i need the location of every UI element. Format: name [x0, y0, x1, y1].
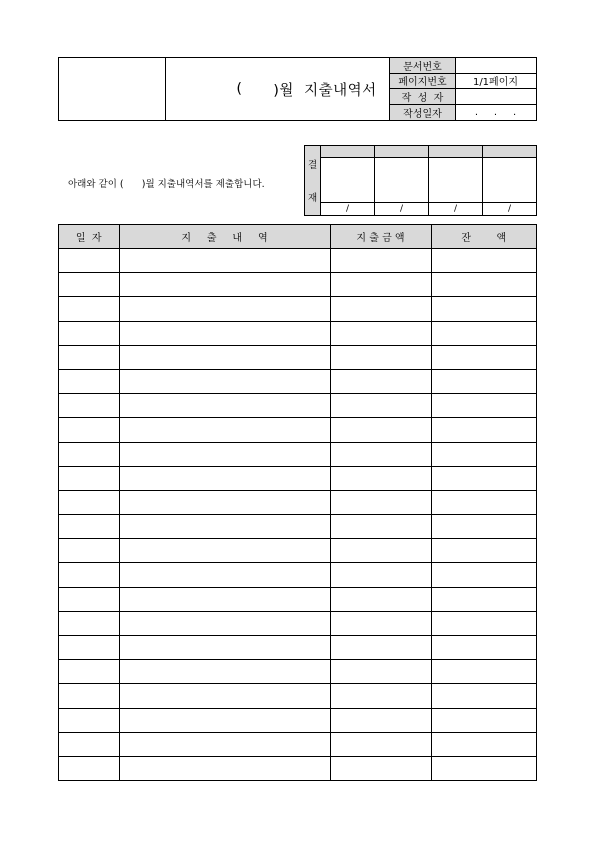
description-cell[interactable]: [119, 490, 330, 514]
approval-label-char: 재: [308, 193, 318, 204]
amount-cell[interactable]: [330, 708, 431, 732]
title-open-paren: (: [236, 81, 243, 97]
date-cell[interactable]: [59, 442, 119, 466]
description-cell[interactable]: [119, 418, 330, 442]
header-balance: 잔 액: [431, 225, 536, 249]
amount-cell[interactable]: [330, 394, 431, 418]
info-value: [456, 58, 535, 73]
balance-cell[interactable]: [431, 321, 536, 345]
balance-cell[interactable]: [431, 442, 536, 466]
table-row: [59, 442, 536, 466]
title-text: )월 지출내역서: [242, 82, 377, 99]
info-row-author: [390, 89, 537, 105]
amount-cell[interactable]: [330, 539, 431, 563]
date-cell[interactable]: [59, 321, 119, 345]
date-cell[interactable]: [59, 466, 119, 490]
approval-label-char: 결: [308, 160, 318, 171]
table-row: [59, 321, 536, 345]
description-cell[interactable]: [119, 563, 330, 587]
amount-cell[interactable]: [330, 563, 431, 587]
header-amount: 지 출 금 액: [330, 225, 431, 249]
amount-cell[interactable]: [330, 321, 431, 345]
balance-cell[interactable]: [431, 490, 536, 514]
date-cell[interactable]: [59, 732, 119, 756]
amount-cell[interactable]: [330, 273, 431, 297]
balance-cell[interactable]: [431, 418, 536, 442]
description-cell[interactable]: [119, 732, 330, 756]
info-label: 문서번호: [390, 58, 456, 73]
balance-cell[interactable]: [431, 249, 536, 273]
approval-date-slot: /: [483, 202, 536, 215]
description-cell[interactable]: [119, 660, 330, 684]
table-row: [59, 587, 536, 611]
balance-cell[interactable]: [431, 369, 536, 393]
balance-cell[interactable]: [431, 297, 536, 321]
amount-cell[interactable]: [330, 587, 431, 611]
amount-cell[interactable]: [330, 345, 431, 369]
amount-cell[interactable]: [330, 756, 431, 780]
description-cell[interactable]: [119, 345, 330, 369]
approval-date-slot: /: [429, 202, 482, 215]
document-info-table: [389, 58, 536, 120]
table-row: [59, 636, 536, 660]
table-row: [59, 611, 536, 635]
date-cell[interactable]: [59, 345, 119, 369]
info-value: . . .: [474, 106, 517, 118]
description-cell[interactable]: [119, 515, 330, 539]
info-label: 페이지번호: [390, 74, 456, 89]
approval-signature-cell: [483, 146, 536, 215]
date-cell[interactable]: [59, 490, 119, 514]
header-description: 지 출 내 역: [119, 225, 330, 249]
table-row: [59, 756, 536, 780]
approval-date-slot: /: [375, 202, 428, 215]
info-label: 작 성 자: [390, 89, 456, 104]
approval-title-slot: [375, 146, 428, 158]
amount-cell[interactable]: [330, 249, 431, 273]
balance-cell[interactable]: [431, 515, 536, 539]
table-row: [59, 490, 536, 514]
date-cell[interactable]: [59, 273, 119, 297]
table-row: [59, 273, 536, 297]
table-row: [59, 297, 536, 321]
table-row: [59, 515, 536, 539]
table-row: [59, 418, 536, 442]
balance-cell[interactable]: [431, 394, 536, 418]
approval-date-slot: /: [321, 202, 374, 215]
date-cell[interactable]: [59, 587, 119, 611]
balance-cell[interactable]: [431, 273, 536, 297]
balance-cell[interactable]: [431, 466, 536, 490]
table-row: [59, 660, 536, 684]
balance-cell[interactable]: [431, 587, 536, 611]
table-row: [59, 708, 536, 732]
description-cell[interactable]: [119, 756, 330, 780]
date-cell[interactable]: [59, 539, 119, 563]
info-row-page-number: [390, 74, 537, 90]
approval-label: [305, 146, 321, 215]
description-cell[interactable]: [119, 636, 330, 660]
header-date: 일 자: [59, 225, 119, 249]
amount-cell[interactable]: [330, 297, 431, 321]
approval-columns: [321, 146, 536, 215]
amount-cell[interactable]: [330, 466, 431, 490]
date-cell[interactable]: [59, 611, 119, 635]
table-row: [59, 539, 536, 563]
balance-cell[interactable]: [431, 660, 536, 684]
ledger-body: [59, 249, 536, 781]
table-row: [59, 732, 536, 756]
date-cell[interactable]: [59, 708, 119, 732]
table-row: [59, 369, 536, 393]
table-row: [59, 466, 536, 490]
description-cell[interactable]: [119, 273, 330, 297]
description-cell[interactable]: [119, 587, 330, 611]
balance-cell[interactable]: [431, 563, 536, 587]
balance-cell[interactable]: [431, 756, 536, 780]
approval-signature-cell: [429, 146, 483, 215]
info-row-date: [390, 105, 537, 121]
description-cell[interactable]: [119, 611, 330, 635]
date-cell[interactable]: [59, 660, 119, 684]
balance-cell[interactable]: [431, 539, 536, 563]
amount-cell[interactable]: [330, 442, 431, 466]
description-cell[interactable]: [119, 249, 330, 273]
balance-cell[interactable]: [431, 636, 536, 660]
balance-cell[interactable]: [431, 345, 536, 369]
date-cell[interactable]: [59, 515, 119, 539]
date-cell[interactable]: [59, 636, 119, 660]
balance-cell[interactable]: [431, 732, 536, 756]
approval-title-slot: [483, 146, 536, 158]
table-row: [59, 249, 536, 273]
table-row: [59, 684, 536, 708]
approval-signature-cell: [375, 146, 429, 215]
date-cell[interactable]: [59, 297, 119, 321]
description-cell[interactable]: [119, 321, 330, 345]
info-value: 1/1페이지: [472, 77, 519, 89]
date-cell[interactable]: [59, 756, 119, 780]
logo-cell: [59, 58, 166, 120]
date-cell[interactable]: [59, 684, 119, 708]
description-cell[interactable]: [119, 369, 330, 393]
approval-title-slot: [321, 146, 374, 158]
amount-cell[interactable]: [330, 684, 431, 708]
description-cell[interactable]: [119, 708, 330, 732]
amount-cell[interactable]: [330, 636, 431, 660]
amount-cell[interactable]: [330, 611, 431, 635]
amount-cell[interactable]: [330, 369, 431, 393]
description-cell[interactable]: [119, 297, 330, 321]
description-cell[interactable]: [119, 539, 330, 563]
description-cell[interactable]: [119, 684, 330, 708]
date-cell[interactable]: [59, 394, 119, 418]
submission-statement: 아래와 같이 ( )월 지출내역서를 제출합니다.: [68, 179, 265, 190]
approval-box: [304, 145, 537, 216]
balance-cell[interactable]: [431, 611, 536, 635]
ledger-header-row: [59, 225, 536, 249]
amount-cell[interactable]: [330, 418, 431, 442]
amount-cell[interactable]: [330, 732, 431, 756]
amount-cell[interactable]: [330, 515, 431, 539]
date-cell[interactable]: [59, 249, 119, 273]
amount-cell[interactable]: [330, 490, 431, 514]
description-cell[interactable]: [119, 442, 330, 466]
date-cell[interactable]: [59, 369, 119, 393]
info-value: [456, 89, 535, 104]
info-label: 작성일자: [390, 105, 456, 121]
description-cell[interactable]: [119, 394, 330, 418]
description-cell[interactable]: [119, 466, 330, 490]
amount-cell[interactable]: [330, 660, 431, 684]
date-cell[interactable]: [59, 418, 119, 442]
balance-cell[interactable]: [431, 708, 536, 732]
info-row-doc-number: [390, 58, 537, 74]
approval-title-slot: [429, 146, 482, 158]
balance-cell[interactable]: [431, 684, 536, 708]
expense-ledger-table: [58, 224, 537, 781]
document-header: [58, 57, 537, 121]
table-row: [59, 394, 536, 418]
table-row: [59, 345, 536, 369]
approval-signature-cell: [321, 146, 375, 215]
table-row: [59, 563, 536, 587]
date-cell[interactable]: [59, 563, 119, 587]
